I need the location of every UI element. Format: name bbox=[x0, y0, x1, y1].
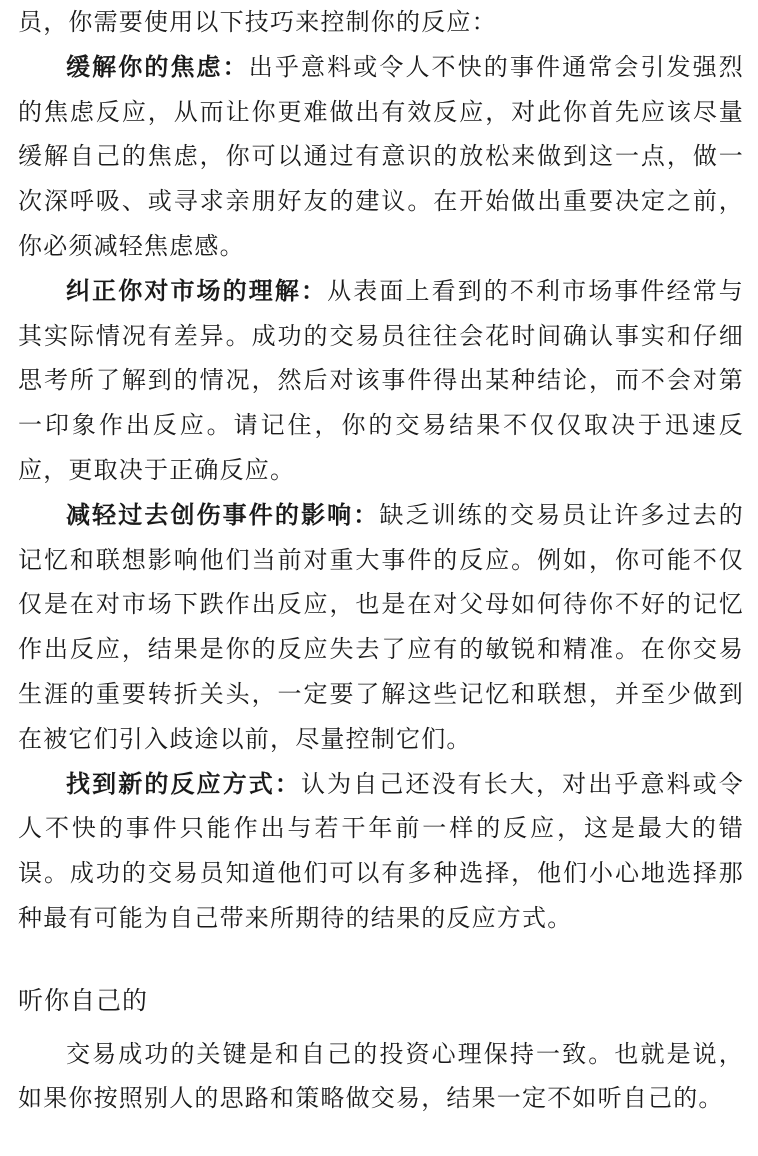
tip-heading: 纠正你对市场的理解： bbox=[66, 276, 328, 305]
tip-paragraph-reduce-trauma bbox=[18, 493, 744, 762]
tip-body: 缺乏训练的交易员让许多过去的记忆和联想影响他们当前对重大事件的反应。例如，你可能不仅仅是在对市场下跌作出反应，也是在对父母如何待你不好的记忆作出反应，结果是你的反应失去了应有的敏锐和精准。在你交易生涯的重要转折关头，一定要了解这些记忆和联想，并至少做到在被它们引入歧途以前，尽量控制它们。 bbox=[18, 500, 744, 753]
tip-paragraph-correct-understanding bbox=[18, 269, 744, 493]
tip-body: 从表面上看到的不利市场事件经常与其实际情况有差异。成功的交易员往往会花时间确认事实和仔细思考所了解到的情况，然后对该事件得出某种结论，而不会对第一印象作出反应。请记住，你的交易结果不仅仅取决于迅速反应，更取决于正确反应。 bbox=[18, 276, 745, 484]
section-title: 听你自己的 bbox=[18, 985, 149, 1015]
tip-heading: 缓解你的焦虑： bbox=[66, 52, 249, 81]
intro-line: 员，你需要使用以下技巧来控制你的反应： bbox=[18, 8, 497, 36]
tip-body: 认为自己还没有长大，对出乎意料或令人不快的事件只能作出与若干年前一样的反应，这是最大的错误。成功的交易员知道他们可以有多种选择，他们小心地选择那种最有可能为自己带来所期待的结果的反应方式。 bbox=[18, 769, 744, 932]
tip-body: 出乎意料或令人不快的事件通常会引发强烈的焦虑反应，从而让你更难做出有效反应，对此你首先应该尽量缓解自己的焦虑，你可以通过有意识的放松来做到这一点，做一次深呼吸、或寻求亲朋好友的建议。在开始做出重要决定之前，你必须减轻焦虑感。 bbox=[18, 52, 744, 260]
tip-heading: 找到新的反应方式： bbox=[66, 769, 302, 798]
section-body: 交易成功的关键是和自己的投资心理保持一致。也就是说，如果你按照别人的思路和策略做交易，结果一定不如听自己的。 bbox=[18, 1039, 744, 1113]
tip-paragraph-relieve-anxiety bbox=[18, 45, 744, 269]
tip-paragraph-new-reaction bbox=[18, 762, 744, 941]
tip-heading: 减轻过去创伤事件的影响： bbox=[66, 500, 380, 529]
